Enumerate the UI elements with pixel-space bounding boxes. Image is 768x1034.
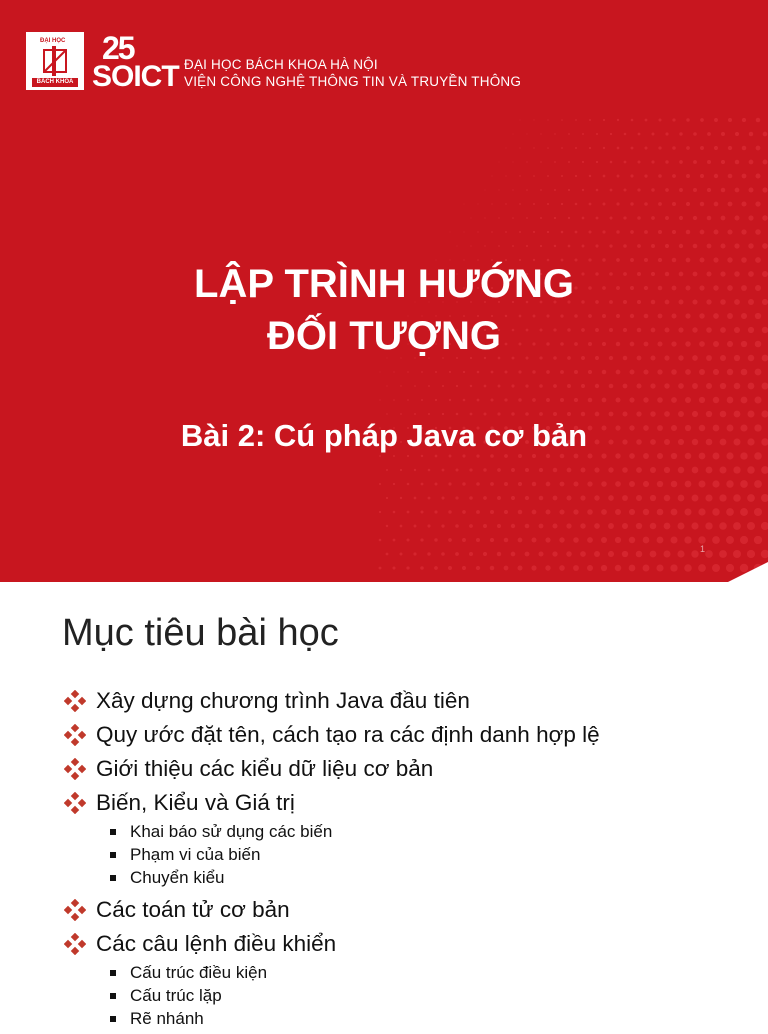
list-item-text: Các câu lệnh điều khiển	[96, 931, 337, 956]
university-logo	[26, 32, 84, 90]
sublist-item	[110, 866, 600, 889]
square-bullet-icon	[110, 970, 116, 976]
square-bullet-icon	[110, 829, 116, 835]
sublist-item	[110, 1007, 600, 1030]
sublist-item-text: Chuyển kiểu	[130, 867, 225, 887]
lesson-subtitle: Bài 2: Cú pháp Java cơ bản	[180, 418, 588, 453]
sublist-item	[110, 984, 600, 1007]
list-item-text: Giới thiệu các kiểu dữ liệu cơ bản	[96, 756, 434, 781]
logo-top-text: ĐẠI HỌC	[40, 38, 66, 44]
sublist-item-text: Cấu trúc lặp	[130, 985, 222, 1005]
corner-cut-decoration	[528, 562, 768, 582]
institution-header	[184, 56, 521, 90]
institution-line-2: VIỆN CÔNG NGHỆ THÔNG TIN VÀ TRUYỀN THÔNG	[184, 74, 522, 89]
diamond-bullet-icon	[64, 690, 86, 712]
list-item	[64, 927, 600, 961]
list-item-text: Quy ước đặt tên, cách tạo ra các định danh hợp lệ	[96, 722, 600, 747]
list-item	[64, 786, 600, 820]
sublist-item-text: Phạm vi của biến	[130, 844, 261, 864]
institution-line-1: ĐẠI HỌC BÁCH KHOA HÀ NỘI	[184, 57, 378, 72]
diamond-bullet-icon	[64, 899, 86, 921]
list-item-text: Biến, Kiểu và Giá trị	[96, 790, 295, 815]
slide-page-number: 1	[700, 544, 706, 554]
sublist-item-text: Khai báo sử dụng các biến	[130, 821, 333, 841]
diamond-bullet-icon	[64, 933, 86, 955]
sublist-item	[110, 843, 600, 866]
list-item-text: Các toán tử cơ bản	[96, 897, 290, 922]
list-item	[64, 718, 600, 752]
soict-wordmark: SOICT	[92, 60, 179, 93]
sublist-item	[110, 961, 600, 984]
course-title	[0, 258, 768, 362]
diamond-bullet-icon	[64, 724, 86, 746]
course-title-line-1: LẬP TRÌNH HƯỚNG	[194, 262, 574, 306]
sublist-item-text: Rẽ nhánh	[130, 1008, 204, 1028]
square-bullet-icon	[110, 852, 116, 858]
course-title-line-2: ĐỐI TƯỢNG	[267, 314, 501, 358]
soict-logo	[92, 30, 179, 93]
objectives-slide	[0, 582, 768, 1028]
list-item	[64, 684, 600, 718]
list-item	[64, 893, 600, 927]
variables-sublist	[64, 820, 600, 889]
sublist-item	[110, 820, 600, 843]
square-bullet-icon	[110, 993, 116, 999]
objectives-title: Mục tiêu bài học	[62, 612, 339, 654]
logo-bottom-text: BÁCH KHOA	[32, 78, 78, 87]
objectives-list	[64, 684, 600, 1034]
square-bullet-icon	[110, 875, 116, 881]
list-item	[64, 752, 600, 786]
list-item-text: Xây dựng chương trình Java đầu tiên	[96, 688, 470, 713]
diamond-bullet-icon	[64, 792, 86, 814]
sublist-item-text: Cấu trúc điều kiện	[130, 962, 268, 982]
control-sublist	[64, 961, 600, 1030]
soict-anniversary-number: 25	[102, 30, 134, 66]
logo-emblem-icon	[40, 46, 70, 76]
square-bullet-icon	[110, 1016, 116, 1022]
diamond-bullet-icon	[64, 758, 86, 780]
